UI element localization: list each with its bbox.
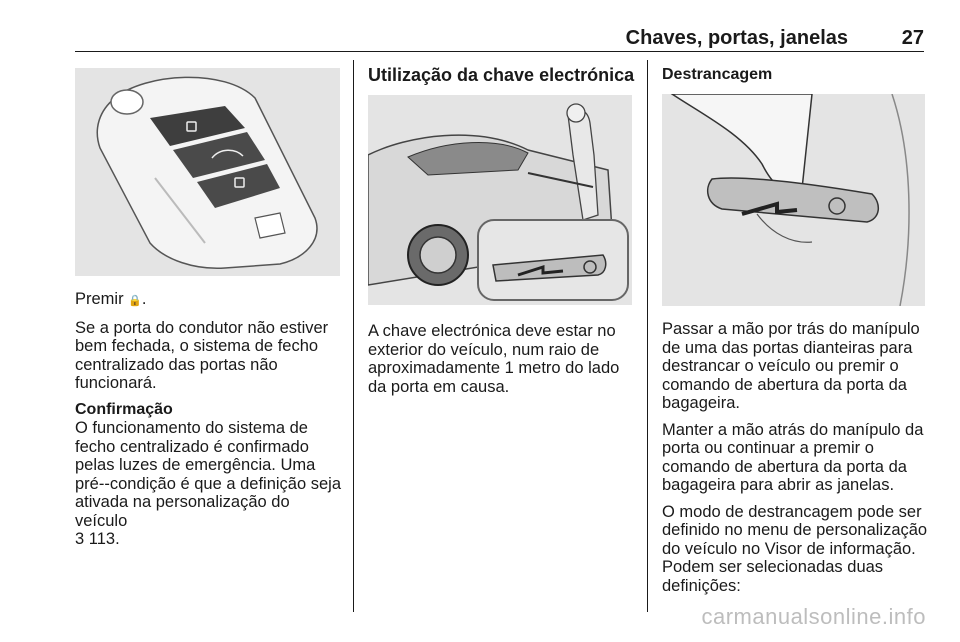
page-number: 27 [901, 27, 924, 49]
column-divider-1 [353, 60, 354, 612]
cross-reference-page: 113. [84, 530, 120, 548]
door-handle-illustration [662, 94, 925, 306]
confirmation-heading: Confirmação [75, 400, 173, 418]
running-header-title: Chaves, portas, janelas [625, 27, 848, 49]
electronic-key-paragraph: A chave electrónica deve estar no exterior do veículo, num raio de aproximadamente 1 metro do lado da porta em causa. [368, 322, 620, 396]
electronic-key-heading: Utilização da chave electrónica [368, 65, 635, 85]
door-not-closed-paragraph: Se a porta do condutor não estiver bem fechada, o sistema de fecho centralizado das portas não funcionará. [75, 318, 329, 392]
lock-symbol-icon: 🔒 [128, 295, 142, 307]
column-divider-2 [647, 60, 648, 612]
premir-period: . [141, 290, 147, 308]
column-3-text [662, 320, 932, 603]
header-rule [75, 51, 924, 52]
confirmation-paragraph [75, 419, 345, 549]
unlocking-heading: Destrancagem [662, 66, 773, 83]
car-proximity-illustration [368, 95, 632, 305]
column-1 [75, 290, 345, 557]
unlocking-paragraph-1: Passar a mão por trás do manípulo de uma das portas dianteiras para destrancar o veículo ou premir o comando de abertura da porta da bagageira. [662, 320, 920, 412]
premir-text: Premir [75, 290, 129, 308]
column-2-text [368, 322, 638, 404]
cross-reference-arrow-icon: 3 [75, 530, 85, 548]
premir-line [75, 290, 345, 311]
watermark: carmanualsonline.info [701, 604, 926, 629]
confirmation-text: O funcionamento do sistema de fecho centralizado é confirmado pelas luzes de emergência. Uma pré--condição é que a definição seja ativada na personalização do veículo [75, 419, 342, 530]
unlocking-paragraph-3: O modo de destrancagem pode ser definido no menu de personalização do veículo no Visor de informação. Podem ser selecionadas duas definições: [662, 502, 928, 595]
unlocking-paragraph-2: Manter a mão atrás do manípulo da porta ou continuar a premir o comando de abertura da porta da bagageira para abrir as janelas. [662, 420, 924, 494]
column-2-heading-block [368, 66, 638, 85]
key-fob-illustration [75, 68, 340, 276]
column-3-heading-block [662, 66, 932, 85]
